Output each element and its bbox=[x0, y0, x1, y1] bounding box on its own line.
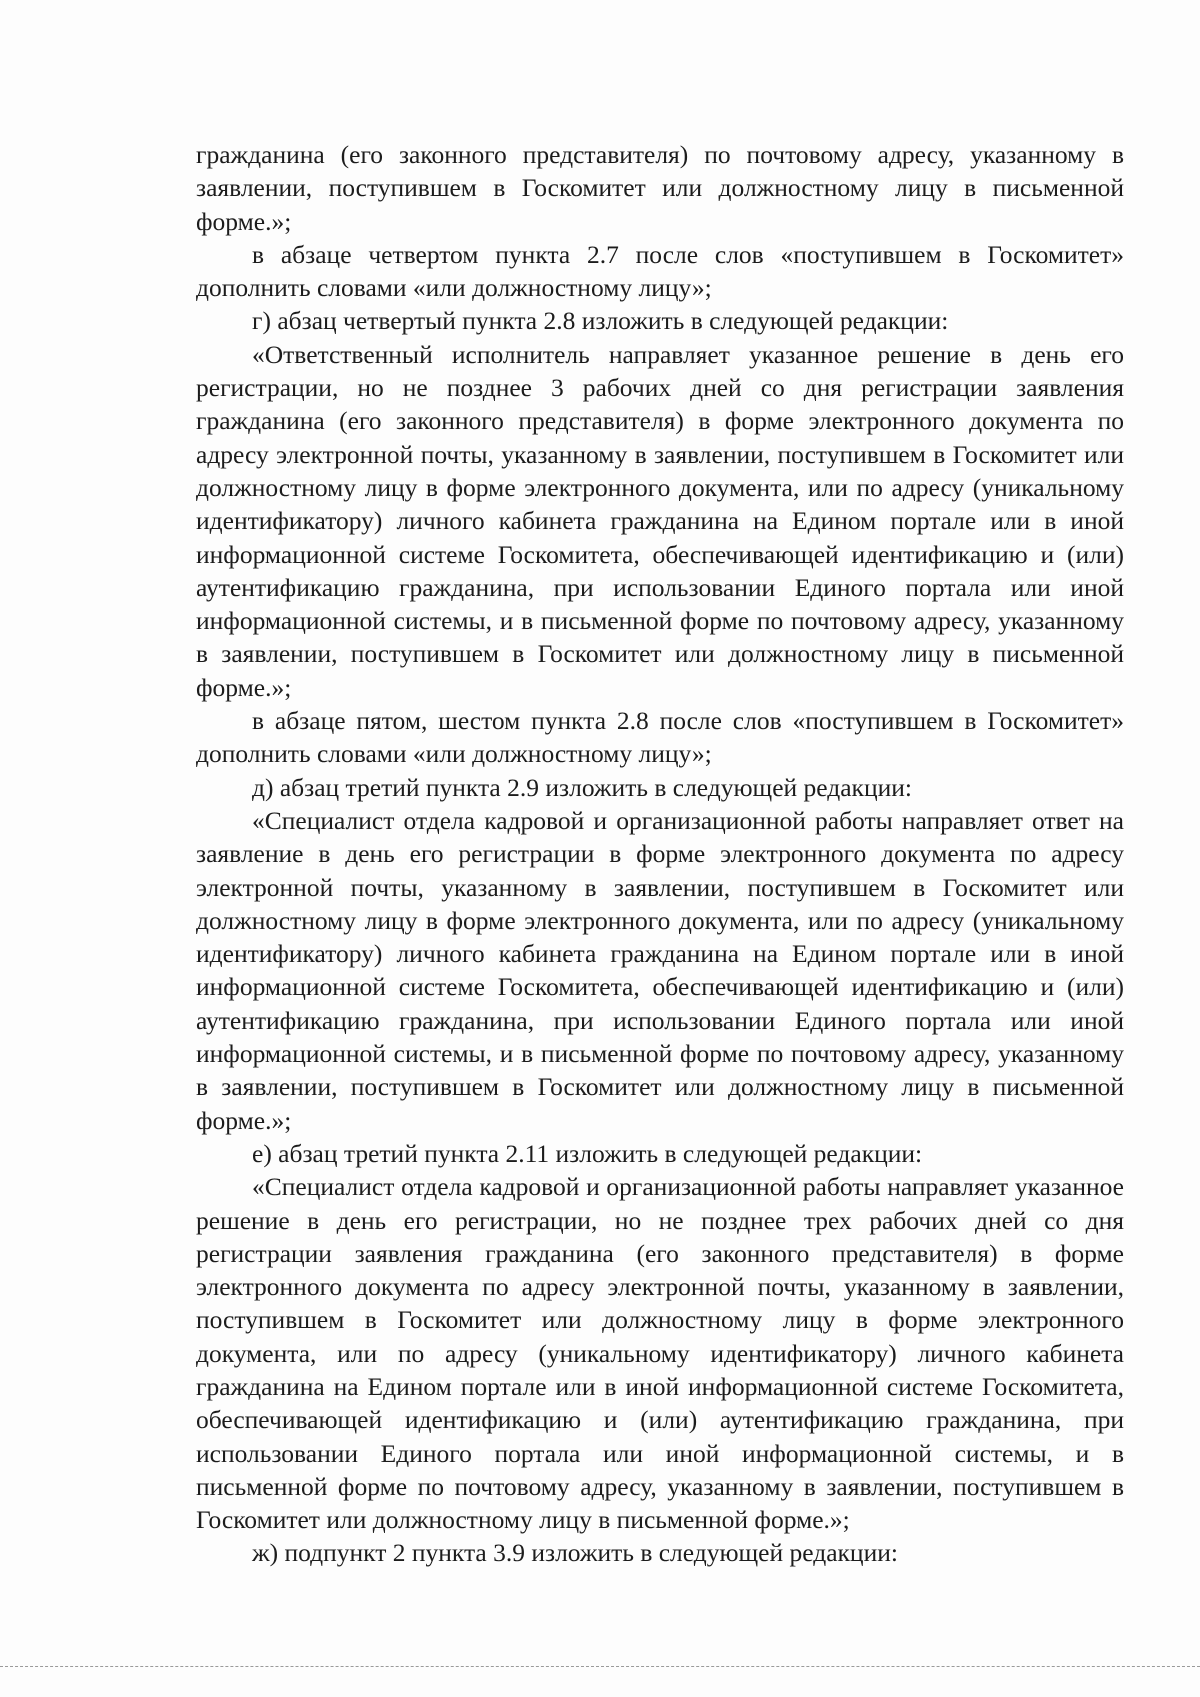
paragraph: ж) подпункт 2 пункта 3.9 изложить в следующей редакции: bbox=[252, 1538, 898, 1568]
paragraph: гражданина (его законного представителя) по почтовому адресу, указанному в заявлении, поступившем в Госкомитет или должностному лицу в письменной форме.»; bbox=[196, 140, 1124, 236]
paragraph: «Специалист отдела кадровой и организационной работы направляет указанное решение в день его регистрации, но не позднее трех рабочих дней со дня регистрации заявления гражданина (его законного представителя) в форме электронного документа по адресу электронной почты, указанному в заявлении, поступившем в Госкомитет или должностному лицу в форме электронного документа, или по адресу (уникальному идентификатору) личного кабинета гражданина на Едином портале или в иной информационной системе Госкомитета, обеспечивающей идентификацию и (или) аутентификацию гражданина, при использовании Единого портала или иной информационной системы, и в письменной форме по почтовому адресу, указанному в заявлении, поступившем в Госкомитет или должностному лицу в письменной форме.»; bbox=[196, 1172, 1124, 1535]
page-bottom-rule bbox=[0, 1666, 1200, 1667]
paragraph: г) абзац четвертый пункта 2.8 изложить в следующей редакции: bbox=[252, 306, 949, 336]
paragraph: в абзаце пятом, шестом пункта 2.8 после слов «поступившем в Госкомитет» дополнить словами «или должностному лицу»; bbox=[196, 706, 1124, 769]
paragraph: д) абзац третий пункта 2.9 изложить в следующей редакции: bbox=[252, 772, 912, 802]
paragraph: «Ответственный исполнитель направляет указанное решение в день его регистрации, но не позднее 3 рабочих дней со дня регистрации заявления гражданина (его законного представителя) в форме электронного документа по адресу электронной почты, указанному в заявлении, поступившем в Госкомитет или должностному лицу в форме электронного документа, или по адресу (уникальному идентификатору) личного кабинета гражданина на Едином портале или в иной информационной системе Госкомитета, обеспечивающей идентификацию и (или) аутентификацию гражданина, при использовании Единого портала или иной информационной системы, и в письменной форме по почтовому адресу, указанному в заявлении, поступившем в Госкомитет или должностному лицу в письменной форме.»; bbox=[196, 339, 1124, 702]
document-body bbox=[196, 138, 1124, 1570]
paragraph: в абзаце четвертом пункта 2.7 после слов «поступившем в Госкомитет» дополнить словами «или должностному лицу»; bbox=[196, 239, 1124, 303]
paragraph: «Специалист отдела кадровой и организационной работы направляет ответ на заявление в день его регистрации в форме электронного документа по адресу электронной почты, указанному в заявлении, поступившем в Госкомитет или должностному лицу в форме электронного документа, или по адресу (уникальному идентификатору) личного кабинета гражданина на Едином портале или в иной информационной системе Госкомитета, обеспечивающей идентификацию и (или) аутентификацию гражданина, при использовании Единого портала или иной информационной системы, и в письменной форме по почтовому адресу, указанному в заявлении, поступившем в Госкомитет или должностному лицу в письменной форме.»; bbox=[196, 805, 1124, 1135]
paragraph: е) абзац третий пункта 2.11 изложить в следующей редакции: bbox=[252, 1138, 923, 1168]
